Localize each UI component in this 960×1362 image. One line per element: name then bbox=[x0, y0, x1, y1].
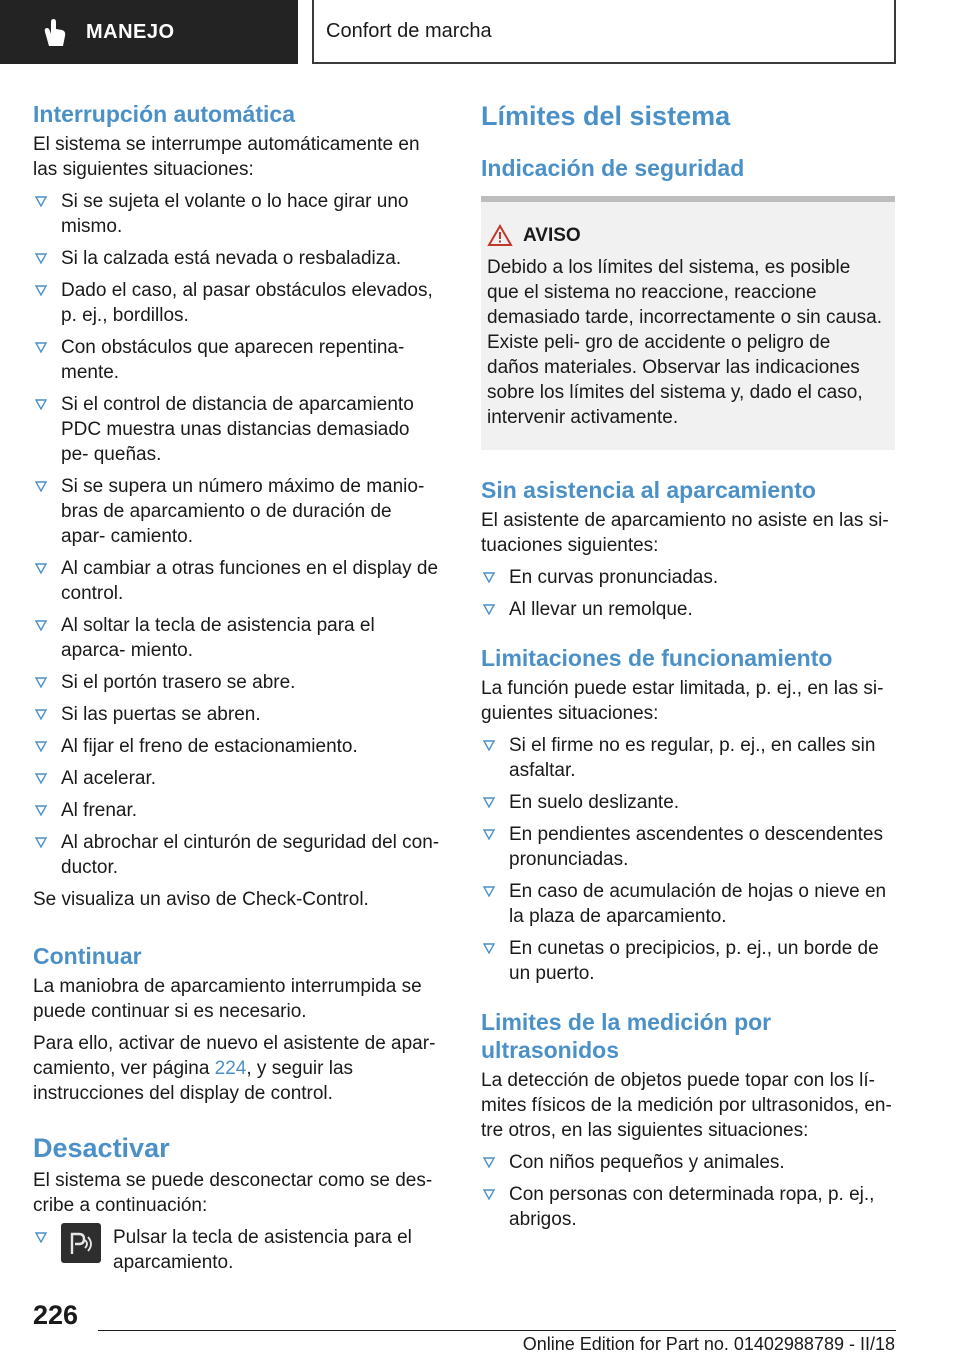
list-item bbox=[481, 879, 895, 929]
page-number: 226 bbox=[33, 1300, 79, 1330]
warning-box bbox=[481, 196, 895, 450]
list-item bbox=[33, 830, 441, 880]
auto-interrupt-outro: Se visualiza un aviso de Check-Control. bbox=[33, 889, 369, 910]
list-item-text: En suelo deslizante. bbox=[509, 792, 680, 813]
steering-hand-icon bbox=[38, 15, 72, 49]
bullet-triangle-icon bbox=[35, 253, 47, 264]
left-column bbox=[33, 100, 441, 1282]
bullet-triangle-icon bbox=[483, 1157, 495, 1168]
right-column bbox=[481, 100, 895, 1239]
heading-safety: Indicación de seguridad bbox=[481, 155, 745, 181]
list-item bbox=[481, 790, 895, 815]
heading-continue: Continuar bbox=[33, 943, 142, 969]
bullet-triangle-icon bbox=[35, 677, 47, 688]
list-item bbox=[481, 822, 895, 872]
section-title: MANEJO bbox=[86, 20, 175, 43]
bullet-triangle-icon bbox=[483, 1189, 495, 1200]
parking-assist-button-icon bbox=[61, 1223, 101, 1263]
footer-divider bbox=[98, 1330, 896, 1331]
list-item-text: Con personas con determinada ropa, p. ej., abrigos. bbox=[509, 1184, 875, 1230]
list-item-text: Si se sujeta el volante o lo hace girar uno mismo. bbox=[61, 191, 409, 237]
continue-p1: La maniobra de aparcamiento interrumpida se puede continuar si es necesario. bbox=[33, 976, 422, 1022]
warning-triangle-icon bbox=[487, 224, 513, 247]
bullet-triangle-icon bbox=[35, 773, 47, 784]
bullet-triangle-icon bbox=[483, 604, 495, 615]
list-item bbox=[481, 733, 895, 783]
list-item bbox=[33, 1225, 441, 1275]
heading-ultrasonic: Limites de la medición por ultrasonidos bbox=[481, 1009, 772, 1063]
list-item-text: En pendientes ascendentes o descendentes pronunciadas. bbox=[509, 824, 883, 870]
auto-interrupt-intro: El sistema se interrumpe automáticamente en las siguientes situaciones: bbox=[33, 134, 420, 180]
ultrasonic-intro: La detección de objetos puede topar con los lí‐ mites físicos de la medición por ultrasonidos, en‐ tre otros, en las siguientes situaciones: bbox=[481, 1070, 892, 1141]
bullet-triangle-icon bbox=[35, 1232, 47, 1243]
bullet-triangle-icon bbox=[35, 741, 47, 752]
bullet-triangle-icon bbox=[483, 740, 495, 751]
warning-label: AVISO bbox=[523, 224, 581, 246]
list-item bbox=[481, 1150, 895, 1175]
list-item-text: Si el portón trasero se abre. bbox=[61, 672, 296, 693]
deactivate-intro: El sistema se puede desconectar como se des‐ cribe a continuación: bbox=[33, 1170, 433, 1216]
list-item-text: Si las puertas se abren. bbox=[61, 704, 261, 725]
list-item bbox=[33, 702, 441, 727]
list-item-text: Si el control de distancia de aparcamiento PDC muestra unas distancias demasiado pe‐ queñas. bbox=[61, 394, 414, 465]
bullet-triangle-icon bbox=[35, 563, 47, 574]
list-item bbox=[33, 556, 441, 606]
list-item bbox=[481, 565, 895, 590]
bullet-triangle-icon bbox=[35, 285, 47, 296]
heading-limitations: Limitaciones de funcionamiento bbox=[481, 645, 833, 671]
list-item-text: Al soltar la tecla de asistencia para el aparca‐ miento. bbox=[61, 615, 375, 661]
list-item bbox=[33, 278, 441, 328]
chapter-title: Confort de marcha bbox=[326, 19, 492, 42]
list-item-text: Con niños pequeños y animales. bbox=[509, 1152, 785, 1173]
list-item bbox=[33, 798, 441, 823]
bullet-triangle-icon bbox=[483, 829, 495, 840]
warning-text: Debido a los límites del sistema, es posible que el sistema no reaccione, reaccione demasiado tarde, incorrectamente o sin causa. Existe peli‐ gro de accidente o peligro de daños materiales. Observar las indicaciones sobre los límites del sistema y, dado el caso, intervenir activamente. bbox=[487, 257, 882, 428]
heading-deactivate: Desactivar bbox=[33, 1133, 170, 1163]
deactivate-item-text: Pulsar la tecla de asistencia para el aparcamiento. bbox=[113, 1227, 412, 1273]
list-item-text: En caso de acumulación de hojas o nieve en la plaza de aparcamiento. bbox=[509, 881, 887, 927]
continue-p2-text: Para ello, activar de nuevo el asistente de apar‐ camiento, ver página bbox=[33, 1033, 436, 1079]
header-section-tab bbox=[0, 0, 298, 64]
ultrasonic-list bbox=[481, 1150, 895, 1232]
bullet-triangle-icon bbox=[483, 886, 495, 897]
deactivate-list bbox=[33, 1225, 441, 1275]
list-item bbox=[33, 189, 441, 239]
list-item-text: Si el firme no es regular, p. ej., en calles sin asfaltar. bbox=[509, 735, 876, 781]
no-assist-list bbox=[481, 565, 895, 622]
bullet-triangle-icon bbox=[483, 797, 495, 808]
list-item-text: Si la calzada está nevada o resbaladiza. bbox=[61, 248, 402, 269]
list-item bbox=[481, 1182, 895, 1232]
list-item-text: Al cambiar a otras funciones en el display de control. bbox=[61, 558, 439, 604]
list-item bbox=[33, 392, 441, 467]
bullet-triangle-icon bbox=[35, 805, 47, 816]
page-link-224[interactable]: 224 bbox=[214, 1058, 247, 1079]
list-item-text: Dado el caso, al pasar obstáculos elevados, p. ej., bordillos. bbox=[61, 280, 433, 326]
bullet-triangle-icon bbox=[35, 709, 47, 720]
list-item-text: Con obstáculos que aparecen repentina‐ mente. bbox=[61, 337, 405, 383]
bullet-triangle-icon bbox=[35, 342, 47, 353]
list-item-text: Al fijar el freno de estacionamiento. bbox=[61, 736, 358, 757]
limitations-list bbox=[481, 733, 895, 986]
continue-p2-text-after: , y seguir las instrucciones del display de control. bbox=[33, 1058, 354, 1104]
bullet-triangle-icon bbox=[35, 399, 47, 410]
list-item bbox=[33, 734, 441, 759]
list-item-text: Si se supera un número máximo de manio‐ bras de aparcamiento o de duración de apar‐ camiento. bbox=[61, 476, 425, 547]
footer-edition: Online Edition for Part no. 01402988789 - II/18 bbox=[522, 1334, 895, 1354]
limitations-intro: La función puede estar limitada, p. ej., en las si‐ guientes situaciones: bbox=[481, 678, 884, 724]
no-assist-intro: El asistente de aparcamiento no asiste en las si‐ tuaciones siguientes: bbox=[481, 510, 889, 556]
heading-system-limits: Límites del sistema bbox=[481, 101, 731, 131]
bullet-triangle-icon bbox=[35, 837, 47, 848]
list-item-text: Al abrochar el cinturón de seguridad del con‐ ductor. bbox=[61, 832, 440, 878]
continue-p2 bbox=[33, 1031, 441, 1106]
list-item-text: Al acelerar. bbox=[61, 768, 157, 789]
bullet-triangle-icon bbox=[35, 620, 47, 631]
list-item bbox=[33, 670, 441, 695]
list-item-text: Al llevar un remolque. bbox=[509, 599, 693, 620]
list-item bbox=[481, 936, 895, 986]
heading-auto-interrupt: Interrupción automática bbox=[33, 101, 295, 127]
list-item bbox=[33, 335, 441, 385]
bullet-triangle-icon bbox=[483, 943, 495, 954]
list-item-text: En cunetas o precipicios, p. ej., un borde de un puerto. bbox=[509, 938, 879, 984]
list-item bbox=[33, 246, 441, 271]
bullet-triangle-icon bbox=[35, 196, 47, 207]
bullet-triangle-icon bbox=[35, 481, 47, 492]
list-item bbox=[33, 613, 441, 663]
list-item bbox=[481, 597, 895, 622]
list-item bbox=[33, 766, 441, 791]
heading-no-assist: Sin asistencia al aparcamiento bbox=[481, 477, 816, 503]
bullet-triangle-icon bbox=[483, 572, 495, 583]
list-item-text: En curvas pronunciadas. bbox=[509, 567, 719, 588]
list-item-text: Al frenar. bbox=[61, 800, 138, 821]
warning-header bbox=[487, 224, 887, 247]
chapter-header bbox=[312, 0, 896, 64]
auto-interrupt-list bbox=[33, 189, 441, 880]
list-item bbox=[33, 474, 441, 549]
